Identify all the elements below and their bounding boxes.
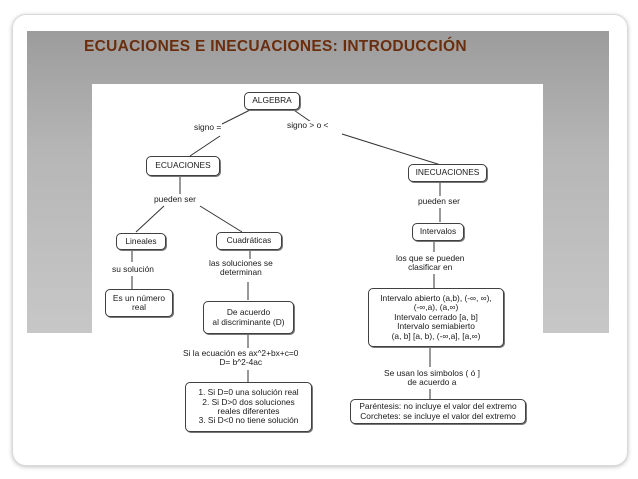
cuadraticas-label: Cuadráticas — [226, 235, 272, 246]
algebra-label: ALGEBRA — [252, 95, 292, 106]
casos-line-1: 1. Si D=0 una solución real — [198, 387, 299, 398]
numero-real-line-2: real — [132, 302, 146, 312]
clasificar-line-1: los que se pueden — [396, 253, 465, 263]
clasificar-label — [396, 254, 464, 273]
casos-line-3: reales diferentes — [217, 406, 280, 416]
slide-title: ECUACIONES E INECUACIONES: INTRODUCCIÓN — [84, 38, 467, 55]
discriminante-line-1: De acuerdo — [226, 307, 271, 318]
numero-real-line-1: Es un número — [112, 292, 166, 303]
intervalos-node — [412, 223, 464, 241]
lineales-node — [116, 233, 166, 250]
simbolos-line-1: Se usan los simbolos ( ó ] — [384, 368, 480, 378]
clasificar-line-2: clasificar en — [408, 262, 453, 273]
discriminante-node — [203, 301, 294, 334]
tipos-line-4: Intervalo semiabierto — [397, 321, 475, 332]
ecuacion-line-2: D= b^2-4ac — [219, 357, 263, 368]
soluciones-line-2: determinan — [219, 267, 262, 278]
parentesis-line-1: Paréntesis: no incluye el valor del extremo — [359, 401, 517, 412]
pueden-ser-right-label: pueden ser — [418, 196, 460, 206]
tipos-intervalo-node — [368, 288, 504, 347]
inecuaciones-node — [408, 164, 487, 182]
soluciones-label — [209, 259, 273, 278]
casos-line-4: 3. Si D<0 no tiene solución — [198, 415, 299, 426]
intervalos-label: Intervalos — [419, 226, 457, 237]
ecuaciones-node — [146, 156, 220, 176]
simbolos-line-2: de acuerdo a — [407, 377, 457, 388]
tipos-line-1: Intervalo abierto (a,b), (-∞, ∞), — [380, 292, 492, 303]
lineales-label: Lineales — [125, 235, 157, 246]
tipos-line-2: (-∞,a), (a,∞) — [413, 302, 459, 313]
algebra-node — [244, 92, 300, 110]
pueden-ser-left-label: pueden ser — [154, 194, 196, 204]
ecuacion-formula-label — [183, 349, 298, 368]
cuadraticas-node — [216, 232, 282, 250]
casos-line-2: 2. Si D>0 dos soluciones — [202, 396, 295, 407]
link-ineq-label: signo > o < — [287, 120, 329, 130]
tipos-line-3: Intervalo cerrado [a, b] — [394, 311, 478, 322]
parentesis-node — [350, 399, 526, 424]
tipos-line-5: (a, b] [a, b), (-∞,a], [a,∞) — [391, 330, 481, 341]
ecuaciones-label: ECUACIONES — [155, 160, 211, 171]
casos-node — [185, 382, 312, 432]
inecuaciones-label: INECUACIONES — [415, 167, 480, 178]
link-equal-label: signo = — [194, 122, 222, 132]
simbolos-label — [384, 369, 480, 388]
numero-real-node — [105, 289, 173, 317]
concept-map — [92, 84, 543, 454]
su-solucion-label: su solución — [112, 264, 154, 274]
soluciones-line-1: las soluciones se — [209, 258, 273, 268]
parentesis-line-2: Corchetes: se incluye el valor del extremo — [360, 410, 516, 421]
discriminante-line-2: al discriminante (D) — [212, 316, 285, 327]
ecuacion-line-1: Si la ecuación es ax^2+bx+c=0 — [183, 348, 299, 358]
